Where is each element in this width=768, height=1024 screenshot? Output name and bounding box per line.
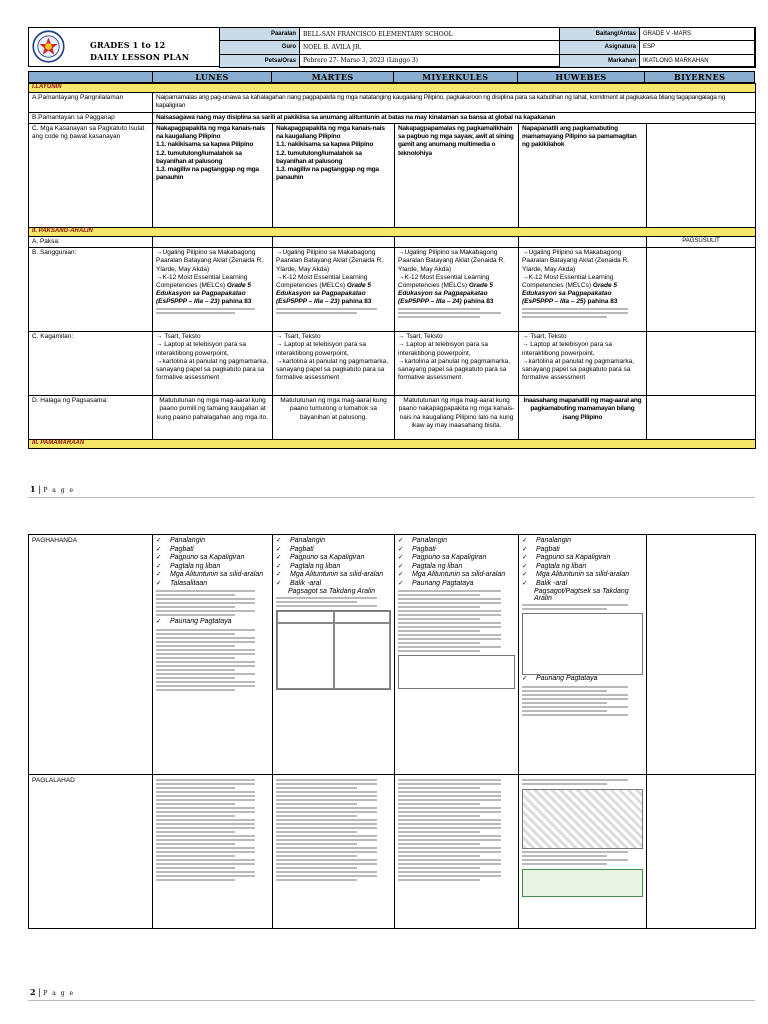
- checklist-item: ✓ Paunang Pagtataya: [156, 618, 269, 627]
- sanggunian-melc: [398, 274, 515, 307]
- scanned-text-image: [156, 779, 269, 881]
- paglalahad-wednesday: [395, 775, 519, 929]
- scanned-text-image: [522, 779, 643, 785]
- sanggunian-melc: [156, 274, 269, 307]
- checklist-item: ✓ Pagbati: [156, 546, 269, 555]
- kagamitan-thursday: [519, 332, 647, 396]
- page-number-2: [30, 987, 75, 997]
- checklist: [398, 537, 515, 588]
- kasanayan-text: 1.2. tumutulong/lumalahok sa bayanihan at palusong: [276, 149, 362, 165]
- kasanayan-text: 1.1. nakikisama sa kapwa Pilipino: [156, 141, 254, 149]
- checklist-item: ✓ Panalangin: [398, 537, 515, 546]
- weekday-header: [28, 71, 755, 83]
- halaga-thursday: Inaasahang mapanatili ng mag-aaral ang pagkamabuting mamamayan bilang isang Pilipino: [519, 396, 647, 440]
- paghahanda-thursday: [519, 535, 647, 775]
- halaga-monday: Matututunan ng mga mag-aaral kung paano pumili ng tamang kaugalian at kung paano pahalagahan ang mga ito.: [153, 396, 273, 440]
- page-divider-1: [28, 497, 755, 498]
- checklist-item: ✓ Pagtala ng liban: [156, 563, 269, 572]
- checklist-item: ✓ Pagtala ng liban: [276, 563, 391, 572]
- row-label-paglalahad: PAGLALAHAD: [29, 775, 153, 929]
- row-label-pamantayang-pangnilalaman: A.Pamantayang Pangnilalaman: [29, 93, 153, 113]
- paglalahad-tuesday: [273, 775, 395, 929]
- header-info-grid: [219, 27, 756, 68]
- grade-value: GRADE V -MARS: [640, 28, 756, 41]
- checklist-item: ✓ Pagpuno sa Kapaligiran: [522, 554, 643, 563]
- row-label-kagamitan: C. Kagamitan:: [29, 332, 153, 396]
- kagamitan-friday: [647, 332, 756, 396]
- melc-page: pahina 83: [221, 298, 252, 305]
- kagamitan-item: →kartolina at panulat ng pagmamarka, sanayang papel sa pagkatuto para sa formative assessment: [522, 357, 635, 381]
- sanggunian-book: →Ugaling Pilipino sa Makabagong Paaralan Batayang Aklat (Zenaida R. Ylarde, May Akda): [276, 249, 383, 273]
- quarter-value: IKATLONG MARKAHAN: [640, 54, 756, 67]
- section-pamamaraan: III. PAMAMARAAN: [29, 440, 756, 449]
- scanned-text-image: [522, 604, 643, 610]
- kasanayan-text: Napapanatili ang pagkamabuting mamamayang Pilipino sa pamamagitan ng pakikilahok: [522, 125, 637, 149]
- sanggunian-friday: [647, 248, 756, 332]
- kagamitan-monday: [153, 332, 273, 396]
- checklist-item: ✓ Mga Alituntunin sa silid-aralan: [276, 571, 391, 580]
- section-paksang-aralin: II. PAKSANG-ARALIN: [29, 228, 756, 237]
- row-label-halaga: D. Halaga ng Pagsasama:: [29, 396, 153, 440]
- checklist: [156, 618, 269, 627]
- checklist-item: ✓ Pagpuno sa Kapaligiran: [398, 554, 515, 563]
- checklist-item: ✓ Paunang Pagtataya: [522, 675, 643, 684]
- school-label: Paaralan: [220, 28, 300, 41]
- kasanayan-text: 1.1. nakikisama sa kapwa Pilipino: [276, 141, 374, 149]
- kagamitan-item: → Tsart, Teksto: [522, 333, 567, 341]
- kagamitan-item: →kartolina at panulat ng pagmamarka, sanayang papel sa pagkatuto para sa formative assessment: [398, 357, 511, 381]
- scanned-illustration-image: [522, 789, 643, 849]
- scanned-table-image: [398, 655, 515, 689]
- subject-value: ESP: [640, 41, 756, 54]
- pamantayan-pagganap-text: Naisasagawa nang may disiplina sa sarili at pakikiisa sa anumang alituntunin at batas na may kinalaman sa bansa at global na kapakanan: [153, 113, 756, 124]
- kasanayan-text: 1.3. magiliw na pagtanggap ng mga panauhin: [156, 165, 259, 181]
- scanned-text-image: [522, 686, 643, 716]
- melc-text: →K-12 Most Essential Learning Competencies (MELCs): [398, 273, 490, 289]
- title-line-2: DAILY LESSON PLAN: [90, 52, 190, 62]
- checklist: [156, 537, 269, 588]
- day-wednesday: MIYERKULES: [394, 72, 518, 82]
- scanned-note-image: [156, 308, 269, 314]
- day-thursday: HUWEBES: [518, 72, 646, 82]
- checklist-item: ✓ Pagbati: [276, 546, 391, 555]
- kasanayan-wednesday: [395, 124, 519, 228]
- checklist: [522, 537, 643, 588]
- page-word: P a g e: [43, 990, 75, 997]
- paksa-monday: [153, 237, 273, 248]
- checklist-item: ✓ Balik -aral: [276, 580, 391, 589]
- page-separator: |: [35, 988, 44, 997]
- halaga-tuesday: Matututunan ng mga mag-aaral kung paano tumulong o lumahok sa bayanihan at palusong.: [273, 396, 395, 440]
- halaga-wednesday: Matututunan ng mga mag-aaral kung paano nakapagpapakita ng mga kanais-nais na kaugaliang Pilipino lalo na kung ikaw ay may inaasahang bisita.: [395, 396, 519, 440]
- row-label-pamantayan-pagganap: B.Pamantayan sa Pagganap: [29, 113, 153, 124]
- scanned-text-image: [398, 590, 515, 652]
- kagamitan-item: → Tsart, Teksto: [156, 333, 201, 341]
- kagamitan-item: → Laptop at telebisyon para sa interaktibong powerpoint,: [522, 341, 612, 357]
- kasanayan-text: 1.3. magiliw na pagtanggap ng mga panauhin: [276, 165, 379, 181]
- scanned-note-image: [398, 308, 515, 318]
- checklist-item: ✓ Mga Alituntunin sa silid-aralan: [522, 571, 643, 580]
- kagamitan-item: → Laptop at telebisyon para sa interaktibong powerpoint,: [398, 341, 488, 357]
- sanggunian-wednesday: [395, 248, 519, 332]
- scanned-text-image: [156, 590, 269, 616]
- page-word: P a g e: [43, 487, 75, 494]
- subheading: Pagsagot sa Takdang Aralin: [288, 588, 376, 596]
- checklist-item: ✓ Pagbati: [398, 546, 515, 555]
- checklist-item: ✓ Pagpuno sa Kapaligiran: [156, 554, 269, 563]
- checklist-item: ✓ Panalangin: [276, 537, 391, 546]
- checklist-item: ✓ Panalangin: [522, 537, 643, 546]
- paksa-thursday: [519, 237, 647, 248]
- paksa-tuesday: [273, 237, 395, 248]
- paglalahad-friday: [647, 775, 756, 929]
- deped-seal-icon: [32, 30, 65, 63]
- sanggunian-book: →Ugaling Pilipino sa Makabagong Paaralan Batayang Aklat (Zenaida R. Ylarde, May Akda): [522, 249, 629, 273]
- scanned-text-image: [276, 597, 391, 607]
- date-label: Petsa/Oras: [220, 54, 300, 67]
- subject-label: Asignatura: [560, 41, 640, 54]
- melc-code: Grade 5 Edukasyon sa Pagpapakatao (EsP5PPP – IIIa – 23): [276, 281, 372, 305]
- lesson-plan-table-page2: [28, 534, 756, 929]
- paghahanda-wednesday: [395, 535, 519, 775]
- page-number-value: 1: [30, 484, 36, 494]
- paksa-friday: PAGSUSULIT: [647, 237, 756, 248]
- school-value: BELL-SAN FRANCISCO ELEMENTARY SCHOOL: [300, 28, 560, 41]
- teacher-label: Guro: [220, 41, 300, 54]
- paghahanda-monday: [153, 535, 273, 775]
- paglalahad-thursday: [519, 775, 647, 929]
- scanned-text-image: [522, 851, 643, 865]
- kasanayan-monday: [153, 124, 273, 228]
- date-value: Pebrero 27- Marso 3, 2023 (Linggo 3): [300, 54, 560, 67]
- kasanayan-friday: [647, 124, 756, 228]
- melc-code: Grade 5 Edukasyon sa Pagpapakatao (EsP5PPP – IIIa – 25): [522, 281, 618, 305]
- sanggunian-melc: [276, 274, 391, 307]
- scanned-note-image: [276, 308, 391, 314]
- kagamitan-item: →kartolina at panulat ng pagmamarka, sanayang papel sa pagkatuto para sa formative assessment: [276, 357, 389, 381]
- sanggunian-melc: [522, 274, 643, 307]
- melc-page: pahina 83: [463, 298, 494, 305]
- teacher-value: NOEL B. AVILA JR.: [300, 41, 560, 54]
- kagamitan-item: →kartolina at panulat ng pagmamarka, sanayang papel sa pagkatuto para sa formative assessment: [156, 357, 269, 381]
- kagamitan-item: → Laptop at telebisyon para sa interaktibong powerpoint,: [276, 341, 366, 357]
- melc-page: pahina 83: [341, 298, 372, 305]
- checklist-item: ✓ Panalangin: [156, 537, 269, 546]
- row-label-mga-kasanayan: C. Mga Kasanayan sa Pagkatuto Isulat ang code ng bawat kasanayan: [29, 124, 153, 228]
- scanned-text-image: [398, 779, 515, 881]
- section-layunin: I.LAYUNIN: [29, 84, 756, 93]
- sanggunian-tuesday: [273, 248, 395, 332]
- page-number-1: [30, 484, 75, 494]
- kagamitan-tuesday: [273, 332, 395, 396]
- melc-text: →K-12 Most Essential Learning Competencies (MELCs): [522, 273, 614, 289]
- checklist: [276, 537, 391, 588]
- sanggunian-thursday: [519, 248, 647, 332]
- row-label-paksa: A. Paksa:: [29, 237, 153, 248]
- kasanayan-thursday: [519, 124, 647, 228]
- melc-code: Grade 5 Edukasyon sa Pagpapakatao (EsP5PPP – IIIa – 23): [156, 281, 252, 305]
- day-tuesday: MARTES: [272, 72, 394, 82]
- sanggunian-book: →Ugaling Pilipino sa Makabagong Paaralan Batayang Aklat (Zenaida R. Ylarde, May Akda): [398, 249, 505, 273]
- blank-corner: [29, 72, 153, 82]
- halaga-friday: [647, 396, 756, 440]
- row-label-sanggunian: B. Sanggunian:: [29, 248, 153, 332]
- paglalahad-monday: [153, 775, 273, 929]
- kagamitan-item: → Laptop at telebisyon para sa interaktibong powerpoint,: [156, 341, 246, 357]
- scanned-note-box-image: [522, 869, 643, 897]
- kagamitan-item: → Tsart, Teksto: [276, 333, 321, 341]
- melc-text: →K-12 Most Essential Learning Competencies (MELCs): [156, 273, 248, 289]
- checklist-item: ✓ Paunang Pagtataya: [398, 580, 515, 589]
- kasanayan-text: Nakapagpapamalas ng pagkamalikhain sa pagbuo ng mga sayaw, awit at sining gamit ang anumang multimedia o teknolohiya: [398, 125, 514, 157]
- checklist-item: ✓ Pagpuno sa Kapaligiran: [276, 554, 391, 563]
- checklist-item: ✓ Pagtala ng liban: [522, 563, 643, 572]
- subheading: Pagsagot/Pagtsek sa Takdang Aralin: [534, 588, 629, 603]
- day-monday: LUNES: [153, 72, 273, 82]
- kagamitan-wednesday: [395, 332, 519, 396]
- melc-code: Grade 5 Edukasyon sa Pagpapakatao (EsP5PPP – IIIa – 24): [398, 281, 494, 305]
- checklist: [522, 675, 643, 684]
- lesson-plan-table: [28, 83, 756, 449]
- page-divider-2: [28, 1000, 755, 1001]
- checklist-item: ✓ Balik -aral: [522, 580, 643, 589]
- checklist-item: ✓ Mga Alituntunin sa silid-aralan: [156, 571, 269, 580]
- row-label-paghahanda: PAGHAHANDA: [29, 535, 153, 775]
- checklist-item: ✓ Pagbati: [522, 546, 643, 555]
- checklist-item: ✓ Pagtala ng liban: [398, 563, 515, 572]
- sanggunian-monday: [153, 248, 273, 332]
- grade-label: Baitang/Antas: [560, 28, 640, 41]
- title-line-1: GRADES 1 to 12: [90, 40, 166, 50]
- kasanayan-tuesday: [273, 124, 395, 228]
- paghahanda-friday: [647, 535, 756, 775]
- melc-text: →K-12 Most Essential Learning Competencies (MELCs): [276, 273, 368, 289]
- scanned-text-image: [156, 629, 269, 691]
- checklist-item: ✓ Talasalitaan: [156, 580, 269, 589]
- kasanayan-text: Nakapagpapakita ng mga kanais-nais na kaugaliang Pilipino: [156, 125, 265, 141]
- page-separator: |: [35, 485, 44, 494]
- quarter-label: Markahan: [560, 54, 640, 67]
- paghahanda-tuesday: [273, 535, 395, 775]
- scanned-table-image: [522, 613, 643, 675]
- kagamitan-item: → Tsart, Teksto: [398, 333, 443, 341]
- scanned-text-image: [276, 779, 391, 881]
- paksa-wednesday: [395, 237, 519, 248]
- melc-page: pahina 83: [587, 298, 618, 305]
- checklist-item: ✓ Mga Alituntunin sa silid-aralan: [398, 571, 515, 580]
- scanned-note-image: [522, 308, 643, 318]
- kasanayan-text: 1.2. tumutulong/lumalahok sa bayanihan at palusong: [156, 149, 242, 165]
- kasanayan-text: Nakapagpapakita ng mga kanais-nais na kaugaliang Pilipino: [276, 125, 385, 141]
- page-number-value: 2: [30, 987, 36, 997]
- day-friday: BIYERNES: [673, 72, 726, 82]
- sanggunian-book: →Ugaling Pilipino sa Makabagong Paaralan Batayang Aklat (Zenaida R. Ylarde, May Akda): [156, 249, 263, 273]
- scanned-table-image: [276, 610, 391, 690]
- dlp-header: [28, 27, 755, 67]
- pamantayang-pangnilalaman-text: Naipamamalas ang pag-unawa sa kahalagahan nang pagpapakita ng mga natatanging kaugaliang Pilipino, pagkakaroon ng disiplina para sa kabutihan ng lahat, komitment at pagkakaisa bilang tagapangalaga ng kapaligiran: [153, 93, 756, 113]
